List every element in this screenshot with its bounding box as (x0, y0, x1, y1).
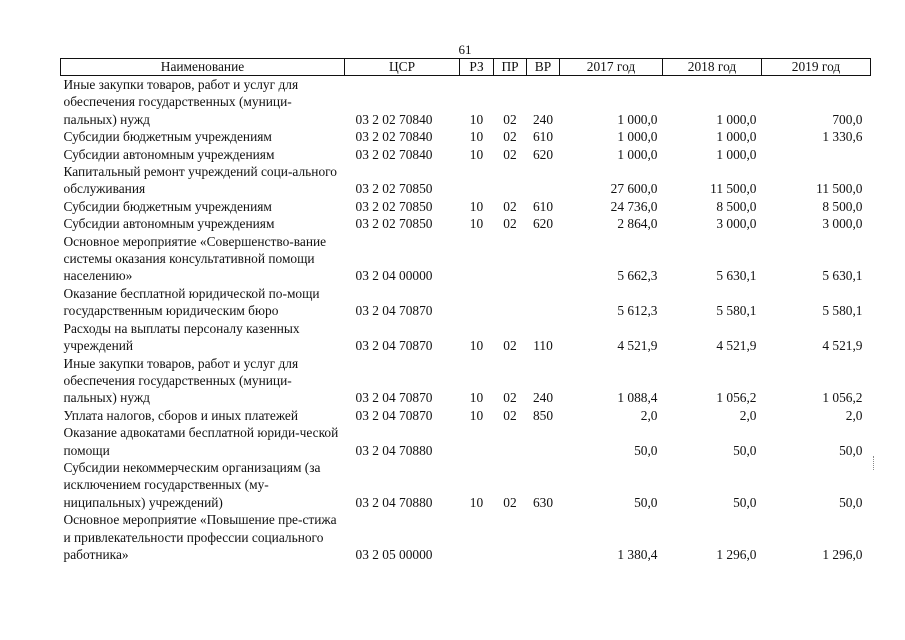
row-vr: 620 (532, 216, 554, 232)
row-2017: 5 662,3 (617, 268, 658, 284)
row-pr (494, 233, 527, 285)
header-pr: ПР (494, 59, 527, 76)
row-csr: 03 2 04 70870 (355, 303, 433, 319)
row-name: Основное мероприятие «Повышение пре-стижа и привлекательности профессии социального работника» (63, 512, 337, 562)
row-csr: 03 2 02 70850 (355, 181, 433, 197)
row-pr: 02 (503, 407, 517, 423)
row-vr (527, 163, 560, 198)
row-2018: 1 000,0 (716, 146, 757, 162)
row-2019: 1 056,2 (822, 390, 863, 406)
row-csr: 03 2 05 00000 (355, 546, 433, 562)
row-2017: 5 612,3 (617, 303, 658, 319)
row-2018: 1 056,2 (716, 390, 757, 406)
row-name: Основное мероприятие «Совершенство-вание системы оказания консультативной помощи населению» (63, 233, 327, 284)
row-name: Субсидии некоммерческим организациям (за исключением государственных (му-ниципальных) учреждений) (63, 459, 321, 510)
row-2019: 2,0 (845, 407, 863, 423)
row-csr: 03 2 04 70870 (355, 390, 433, 406)
row-vr: 610 (532, 198, 554, 214)
row-name: Расходы на выплаты персоналу казенных учреждений (63, 320, 300, 354)
row-pr: 02 (503, 338, 517, 354)
row-2019: 700,0 (832, 111, 863, 127)
row-2017: 27 600,0 (610, 181, 658, 197)
row-vr: 850 (532, 407, 554, 423)
row-2019: 3 000,0 (822, 216, 863, 232)
scan-artifact (873, 456, 876, 470)
row-rz: 10 (469, 146, 484, 162)
row-rz: 10 (469, 407, 484, 423)
row-2018: 5 580,1 (716, 303, 757, 319)
page-number: 61 (458, 42, 472, 57)
row-pr: 02 (503, 216, 517, 232)
row-name: Субсидии автономным учреждениям (63, 146, 275, 162)
row-name: Оказание бесплатной юридической по-мощи государственным юридическим бюро (63, 285, 320, 319)
row-name: Субсидии автономным учреждениям (63, 216, 275, 232)
table-row (61, 285, 871, 320)
header-vr: ВР (527, 59, 560, 76)
row-rz: 10 (469, 338, 484, 354)
row-rz: 10 (469, 216, 484, 232)
row-rz: 10 (469, 390, 484, 406)
row-vr: 240 (532, 111, 554, 127)
row-2018: 1 000,0 (716, 111, 757, 127)
table-row (61, 233, 871, 285)
row-2018: 50,0 (733, 442, 757, 458)
row-csr: 03 2 02 70840 (355, 111, 433, 127)
row-2019: 4 521,9 (822, 338, 863, 354)
row-pr (494, 285, 527, 320)
row-2018: 2,0 (739, 407, 757, 423)
row-vr (527, 285, 560, 320)
row-vr: 620 (532, 146, 554, 162)
row-rz (460, 163, 494, 198)
row-name: Иные закупки товаров, работ и услуг для обеспечения государственных (муници-пальных) нужд (63, 355, 299, 406)
table-row (61, 459, 871, 511)
row-pr: 02 (503, 111, 517, 127)
row-name: Уплата налогов, сборов и иных платежей (63, 407, 299, 423)
row-vr: 610 (532, 129, 554, 145)
row-vr (527, 424, 560, 459)
row-pr (494, 424, 527, 459)
header-2017: 2017 год (560, 59, 663, 76)
row-2017: 50,0 (634, 442, 658, 458)
row-2017: 24 736,0 (610, 198, 658, 214)
row-2018: 5 630,1 (716, 268, 757, 284)
row-2017: 1 000,0 (617, 111, 658, 127)
row-2018: 50,0 (733, 494, 757, 510)
row-2019: 11 500,0 (816, 181, 863, 197)
row-2019: 5 580,1 (822, 303, 863, 319)
row-2019: 1 330,6 (822, 129, 863, 145)
header-2018: 2018 год (663, 59, 762, 76)
row-2018: 8 500,0 (716, 198, 757, 214)
row-rz: 10 (469, 494, 484, 510)
table-row (61, 511, 871, 563)
row-rz (460, 233, 494, 285)
row-2019 (762, 146, 871, 163)
row-rz: 10 (469, 129, 484, 145)
table-row (61, 424, 871, 459)
budget-table (60, 58, 871, 563)
table-row (61, 215, 871, 232)
row-2017: 1 000,0 (617, 146, 658, 162)
row-2017: 1 088,4 (617, 390, 658, 406)
table-row (61, 198, 871, 215)
row-2018: 1 296,0 (716, 546, 757, 562)
row-vr (527, 511, 560, 563)
table-row (61, 163, 871, 198)
row-csr: 03 2 04 70870 (355, 407, 433, 423)
row-pr (494, 511, 527, 563)
row-name: Субсидии бюджетным учреждениям (63, 198, 272, 214)
table-header-row (61, 59, 871, 76)
table-row (61, 320, 871, 355)
row-name: Иные закупки товаров, работ и услуг для обеспечения государственных (муници-пальных) нужд (63, 77, 299, 127)
table-row (61, 407, 871, 424)
row-csr: 03 2 02 70840 (355, 129, 433, 145)
row-rz (460, 511, 494, 563)
table-row (61, 355, 871, 407)
row-pr: 02 (503, 146, 517, 162)
row-2018: 3 000,0 (716, 216, 757, 232)
row-2019: 8 500,0 (822, 198, 863, 214)
row-name: Капитальный ремонт учреждений соци-ального обслуживания (63, 164, 337, 197)
row-name: Субсидии бюджетным учреждениям (63, 129, 272, 145)
row-pr: 02 (503, 198, 517, 214)
row-name: Оказание адвокатами бесплатной юриди-ческой помощи (63, 425, 339, 458)
row-2019: 5 630,1 (822, 268, 863, 284)
row-2017: 1 380,4 (617, 546, 658, 562)
row-2017: 4 521,9 (617, 338, 658, 354)
header-name: Наименование (61, 59, 345, 76)
header-csr: ЦСР (345, 59, 460, 76)
row-rz: 10 (469, 198, 484, 214)
row-vr: 110 (533, 338, 553, 354)
row-csr: 03 2 02 70850 (355, 216, 433, 232)
row-vr: 630 (532, 494, 554, 510)
row-csr: 03 2 02 70850 (355, 198, 433, 214)
row-csr: 03 2 04 00000 (355, 268, 433, 284)
row-2019: 50,0 (839, 494, 863, 510)
header-2019: 2019 год (762, 59, 871, 76)
row-2017: 2 864,0 (617, 216, 658, 232)
row-2019: 50,0 (839, 442, 863, 458)
row-pr: 02 (503, 390, 517, 406)
row-csr: 03 2 04 70880 (355, 494, 433, 510)
row-2018: 4 521,9 (716, 338, 757, 354)
row-2018: 11 500,0 (710, 181, 757, 197)
row-pr (494, 163, 527, 198)
row-pr: 02 (503, 129, 517, 145)
row-rz (460, 285, 494, 320)
row-vr (527, 233, 560, 285)
header-rz: РЗ (460, 59, 494, 76)
row-rz (460, 424, 494, 459)
table-row (61, 146, 871, 163)
table-row (61, 128, 871, 145)
row-2017: 1 000,0 (617, 129, 658, 145)
row-2017: 2,0 (640, 407, 658, 423)
row-csr: 03 2 04 70870 (355, 338, 433, 354)
row-csr: 03 2 04 70880 (355, 442, 433, 458)
row-2018: 1 000,0 (716, 129, 757, 145)
table-row (61, 76, 871, 129)
row-2017: 50,0 (634, 494, 658, 510)
row-2019: 1 296,0 (822, 546, 863, 562)
row-vr: 240 (532, 390, 554, 406)
row-csr: 03 2 02 70840 (355, 146, 433, 162)
row-rz: 10 (469, 111, 484, 127)
row-pr: 02 (503, 494, 517, 510)
